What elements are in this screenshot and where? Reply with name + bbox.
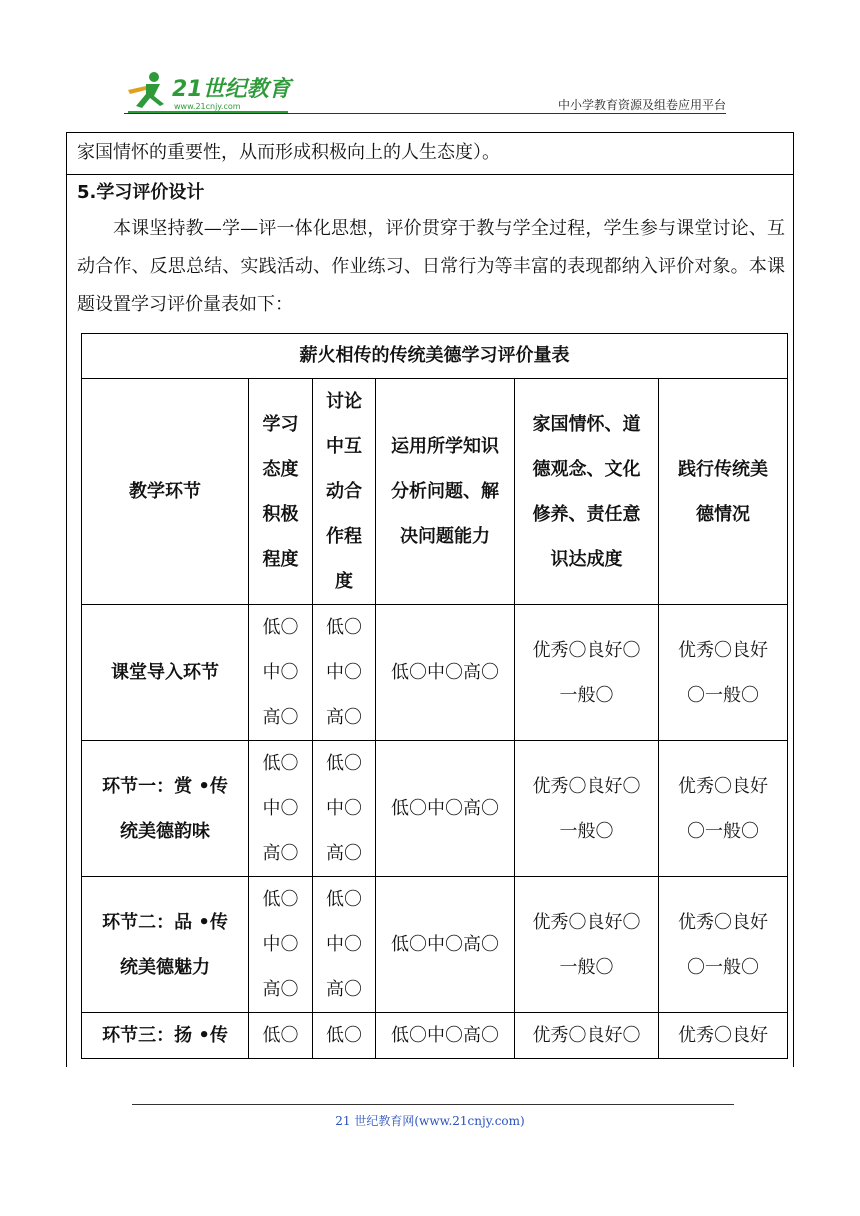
- rating-option: 优秀〇良好: [678, 911, 768, 933]
- table-header-row: [82, 379, 788, 605]
- footer-link[interactable]: 21 世纪教育网(www.21cnjy.com): [335, 1114, 525, 1128]
- page-header: [0, 0, 860, 120]
- header-cooperation-line: 中互: [326, 436, 362, 457]
- header-cooperation-line: 讨论: [326, 391, 362, 412]
- rating-option: 一般〇: [559, 956, 614, 978]
- rating-cell: [249, 741, 313, 877]
- stage-line: 统美德韵味: [120, 820, 210, 842]
- rating-cell: [515, 741, 659, 877]
- header-cooperation-line: 动合: [326, 481, 362, 502]
- header-problem-line: 决问题能力: [400, 526, 490, 547]
- rating-option: 低〇: [262, 1025, 299, 1046]
- logo-url: www.21cnjy.com: [174, 102, 241, 111]
- header-cooperation: [313, 379, 376, 605]
- rating-option: 中〇: [262, 798, 299, 819]
- table-row: [82, 1013, 788, 1059]
- rating-option: 高〇: [262, 707, 299, 728]
- stage-line: 环节二：品 •传: [102, 911, 228, 933]
- header-cooperation-line: 度: [335, 571, 353, 592]
- header-problem-line: 运用所学知识: [391, 436, 499, 457]
- rating-option: 一般〇: [559, 684, 614, 706]
- header-values-line: 家国情怀、道: [532, 413, 641, 435]
- rating-option: 低〇: [262, 753, 299, 774]
- header-attitude-line: 态度: [262, 458, 299, 480]
- stage-line: 环节一：赏 •传: [102, 775, 228, 797]
- rating-option: 优秀〇良好〇: [532, 775, 641, 797]
- header-values-line: 修养、责任意: [532, 503, 641, 525]
- rating-option: 优秀〇良好: [678, 639, 768, 661]
- rating-option: 中〇: [326, 934, 362, 955]
- header-cooperation-line: 作程: [326, 526, 362, 547]
- rating-cell: [515, 1013, 659, 1059]
- rating-option: 高〇: [262, 843, 299, 864]
- table-row: [82, 605, 788, 741]
- header-problem-solving: [376, 379, 515, 605]
- table-row: [82, 877, 788, 1013]
- table-title-row: [82, 334, 788, 379]
- rating-cell: [313, 877, 376, 1013]
- header-problem-line: 分析问题、解: [391, 481, 499, 502]
- rating-cell: [376, 1013, 515, 1059]
- carry-over-text: 家国情怀的重要性，从而形成积极向上的人生态度）。: [77, 142, 500, 163]
- stage-line: 课堂导入环节: [111, 662, 219, 683]
- table-row: [82, 741, 788, 877]
- rating-cell: [515, 877, 659, 1013]
- header-stage-text: 教学环节: [129, 481, 201, 502]
- rating-option: 优秀〇良好: [678, 1025, 768, 1046]
- stage-cell: [82, 877, 249, 1013]
- stage-cell: [82, 1013, 249, 1059]
- rating-option: 〇一般〇: [687, 956, 759, 978]
- rating-option: 低〇中〇高〇: [391, 934, 499, 955]
- intro-paragraph: 本课坚持教—学—评一体化思想，评价贯穿于教与学全过程，学生参与课堂讨论、互动合作、反思总结、实践活动、作业练习、日常行为等丰富的表现都纳入评价对象。本课题设置学习评价量表如下：: [77, 218, 785, 315]
- rating-option: 高〇: [326, 707, 362, 728]
- header-stage: [82, 379, 249, 605]
- rating-option: 〇一般〇: [687, 684, 759, 706]
- rating-option: 高〇: [262, 979, 299, 1000]
- evaluation-table: [81, 333, 788, 1059]
- footer-divider: [132, 1104, 734, 1105]
- rating-cell: [313, 605, 376, 741]
- logo-text: 21世纪教育: [172, 77, 291, 102]
- rating-option: 优秀〇良好〇: [532, 1025, 641, 1046]
- rating-option: 优秀〇良好〇: [532, 911, 641, 933]
- rating-option: 中〇: [326, 662, 362, 683]
- rating-option: 低〇: [326, 889, 362, 910]
- rating-cell: [659, 605, 788, 741]
- rating-option: 中〇: [262, 934, 299, 955]
- rating-option: 优秀〇良好〇: [532, 639, 641, 661]
- rating-option: 低〇中〇高〇: [391, 798, 499, 819]
- header-practice-line: 德情况: [696, 503, 750, 525]
- header-attitude-line: 积极: [262, 503, 299, 525]
- site-logo: [124, 70, 294, 114]
- header-values-line: 识达成度: [550, 548, 623, 570]
- rating-cell: [249, 877, 313, 1013]
- runner-icon: [128, 72, 164, 108]
- rating-cell: [659, 1013, 788, 1059]
- rating-option: 中〇: [326, 798, 362, 819]
- rating-cell: [659, 877, 788, 1013]
- rating-cell: [249, 605, 313, 741]
- stage-cell: [82, 605, 249, 741]
- rating-option: 高〇: [326, 979, 362, 1000]
- rating-option: 低〇: [262, 617, 299, 638]
- content-frame: [66, 132, 794, 1067]
- rating-option: 中〇: [262, 662, 299, 683]
- stage-cell: [82, 741, 249, 877]
- rating-cell: [249, 1013, 313, 1059]
- table-title: 薪火相传的传统美德学习评价量表: [82, 334, 788, 379]
- rating-cell: [515, 605, 659, 741]
- rating-option: 〇一般〇: [687, 820, 759, 842]
- header-values: [515, 379, 659, 605]
- header-practice-line: 践行传统美: [678, 458, 768, 480]
- header-practice: [659, 379, 788, 605]
- section-heading: 5.学习评价设计: [77, 182, 205, 203]
- rating-option: 一般〇: [559, 820, 614, 842]
- rating-option: 低〇: [262, 889, 299, 910]
- rating-option: 低〇中〇高〇: [391, 1025, 499, 1046]
- rating-option: 低〇中〇高〇: [391, 662, 499, 683]
- platform-label: 中小学教育资源及组卷应用平台: [557, 98, 726, 112]
- rating-cell: [659, 741, 788, 877]
- rating-option: 低〇: [326, 617, 362, 638]
- header-attitude: [249, 379, 313, 605]
- carry-over-row: [67, 133, 793, 175]
- header-values-line: 德观念、文化: [532, 458, 641, 480]
- header-divider: [124, 113, 726, 114]
- stage-line: 统美德魅力: [120, 956, 210, 978]
- header-attitude-line: 学习: [262, 413, 299, 435]
- stage-line: 环节三：扬 •传: [102, 1025, 228, 1046]
- rating-cell: [376, 741, 515, 877]
- header-attitude-line: 程度: [262, 548, 299, 570]
- rating-cell: [313, 1013, 376, 1059]
- rating-option: 高〇: [326, 843, 362, 864]
- rating-option: 优秀〇良好: [678, 775, 768, 797]
- rating-cell: [376, 877, 515, 1013]
- rating-cell: [313, 741, 376, 877]
- rating-option: 低〇: [326, 753, 362, 774]
- rating-option: 低〇: [326, 1025, 362, 1046]
- rating-cell: [376, 605, 515, 741]
